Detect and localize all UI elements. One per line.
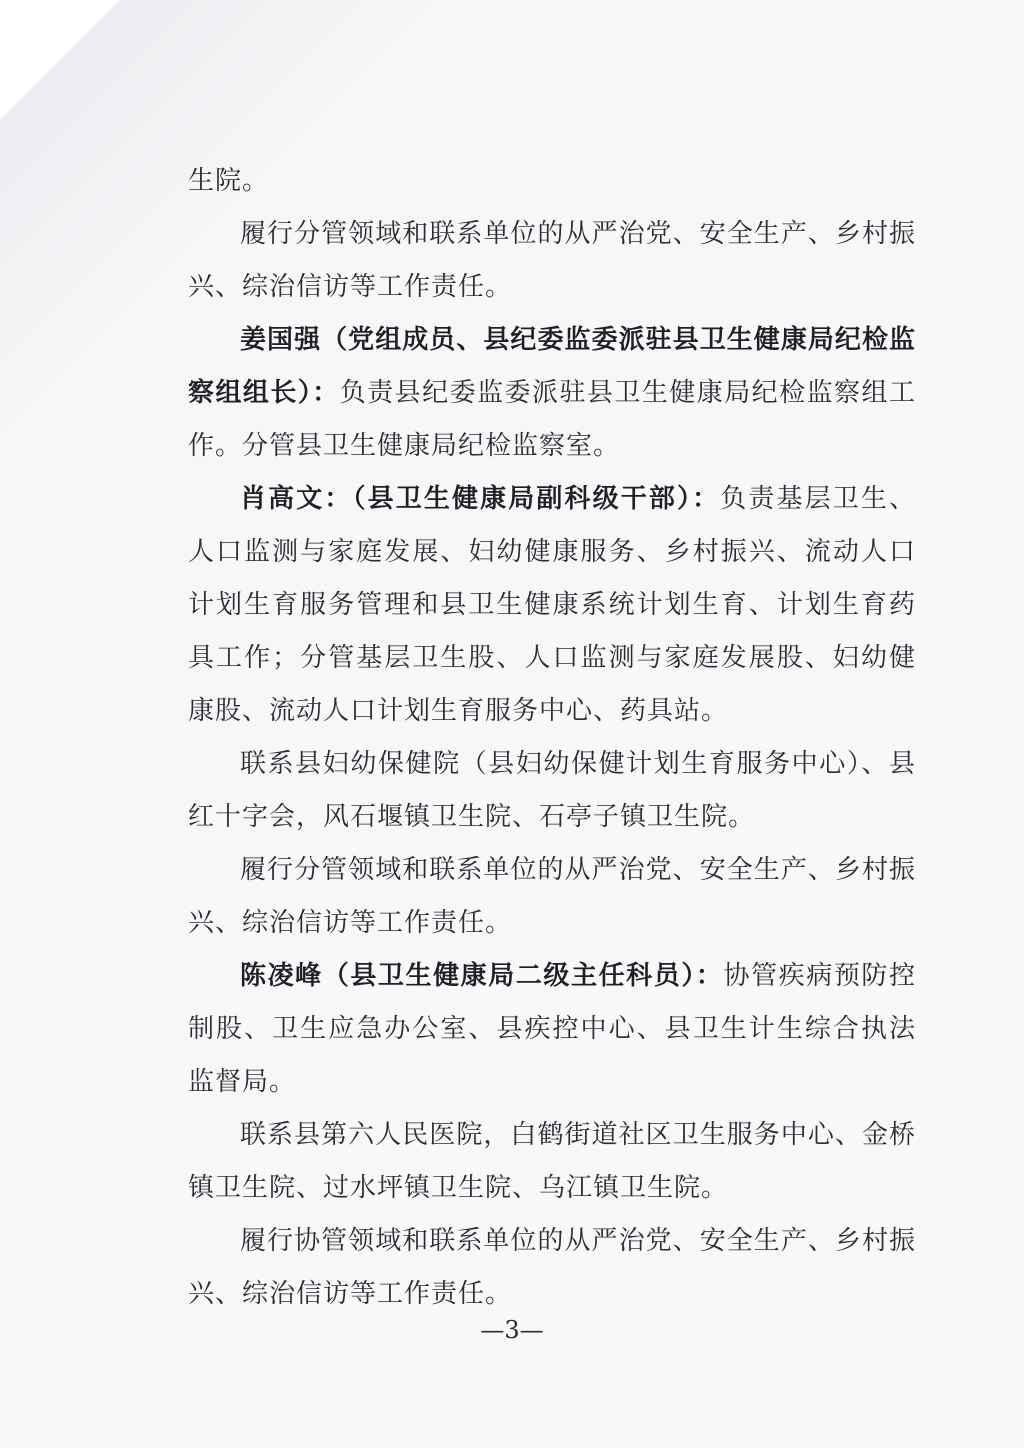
paragraph-text: 联系县妇幼保健院（县妇幼保健计划生育服务中心）、县红十字会，风石堰镇卫生院、石亭子镇卫生院。 — [188, 749, 916, 832]
paragraph-text: 生院。 — [188, 166, 270, 196]
paragraph-continuation — [188, 155, 916, 208]
paragraph-contact — [188, 1109, 916, 1215]
person-title: 姜国强（党组成员、县纪委监委派驻县卫生健康局纪检监察组组长）： — [188, 325, 916, 408]
folded-corner — [0, 0, 120, 120]
paragraph-chen-lingfeng — [188, 950, 916, 1109]
paragraph-text: 履行分管领域和联系单位的从严治党、安全生产、乡村振兴、综治信访等工作责任。 — [188, 219, 916, 302]
page-number: —3— — [480, 1316, 544, 1344]
paragraph-text: 履行分管领域和联系单位的从严治党、安全生产、乡村振兴、综治信访等工作责任。 — [188, 855, 916, 938]
paragraph-contact — [188, 738, 916, 844]
person-title: 陈凌峰（县卫生健康局二级主任科员）： — [240, 961, 724, 991]
paragraph-xiao-gaowen — [188, 473, 916, 738]
paragraph-text: 负责县纪委监委派驻县卫生健康局纪检监察组工作。分管县卫生健康局纪检监察室。 — [188, 378, 916, 461]
paragraph-duty — [188, 844, 916, 950]
person-title: 肖高文：（县卫生健康局副科级干部）： — [240, 484, 721, 514]
paragraph-text: 协管疾病预防控制股、卫生应急办公室、县疾控中心、县卫生计生综合执法监督局。 — [188, 961, 916, 1097]
paragraph-duty — [188, 1215, 916, 1321]
paragraph-text: 负责基层卫生、人口监测与家庭发展、妇幼健康服务、乡村振兴、流动人口计划生育服务管理和县卫生健康系统计划生育、计划生育药具工作；分管基层卫生股、人口监测与家庭发展股、妇幼健康股、流动人口计划生育服务中心、药具站。 — [188, 484, 916, 726]
paragraph-text: 履行协管领域和联系单位的从严治党、安全生产、乡村振兴、综治信访等工作责任。 — [188, 1226, 916, 1309]
paragraph-text: 联系县第六人民医院，白鹤街道社区卫生服务中心、金桥镇卫生院、过水坪镇卫生院、乌江镇卫生院。 — [188, 1120, 916, 1203]
document-body — [188, 155, 916, 1321]
paragraph-jiang-guoqiang — [188, 314, 916, 473]
paragraph-duty — [188, 208, 916, 314]
